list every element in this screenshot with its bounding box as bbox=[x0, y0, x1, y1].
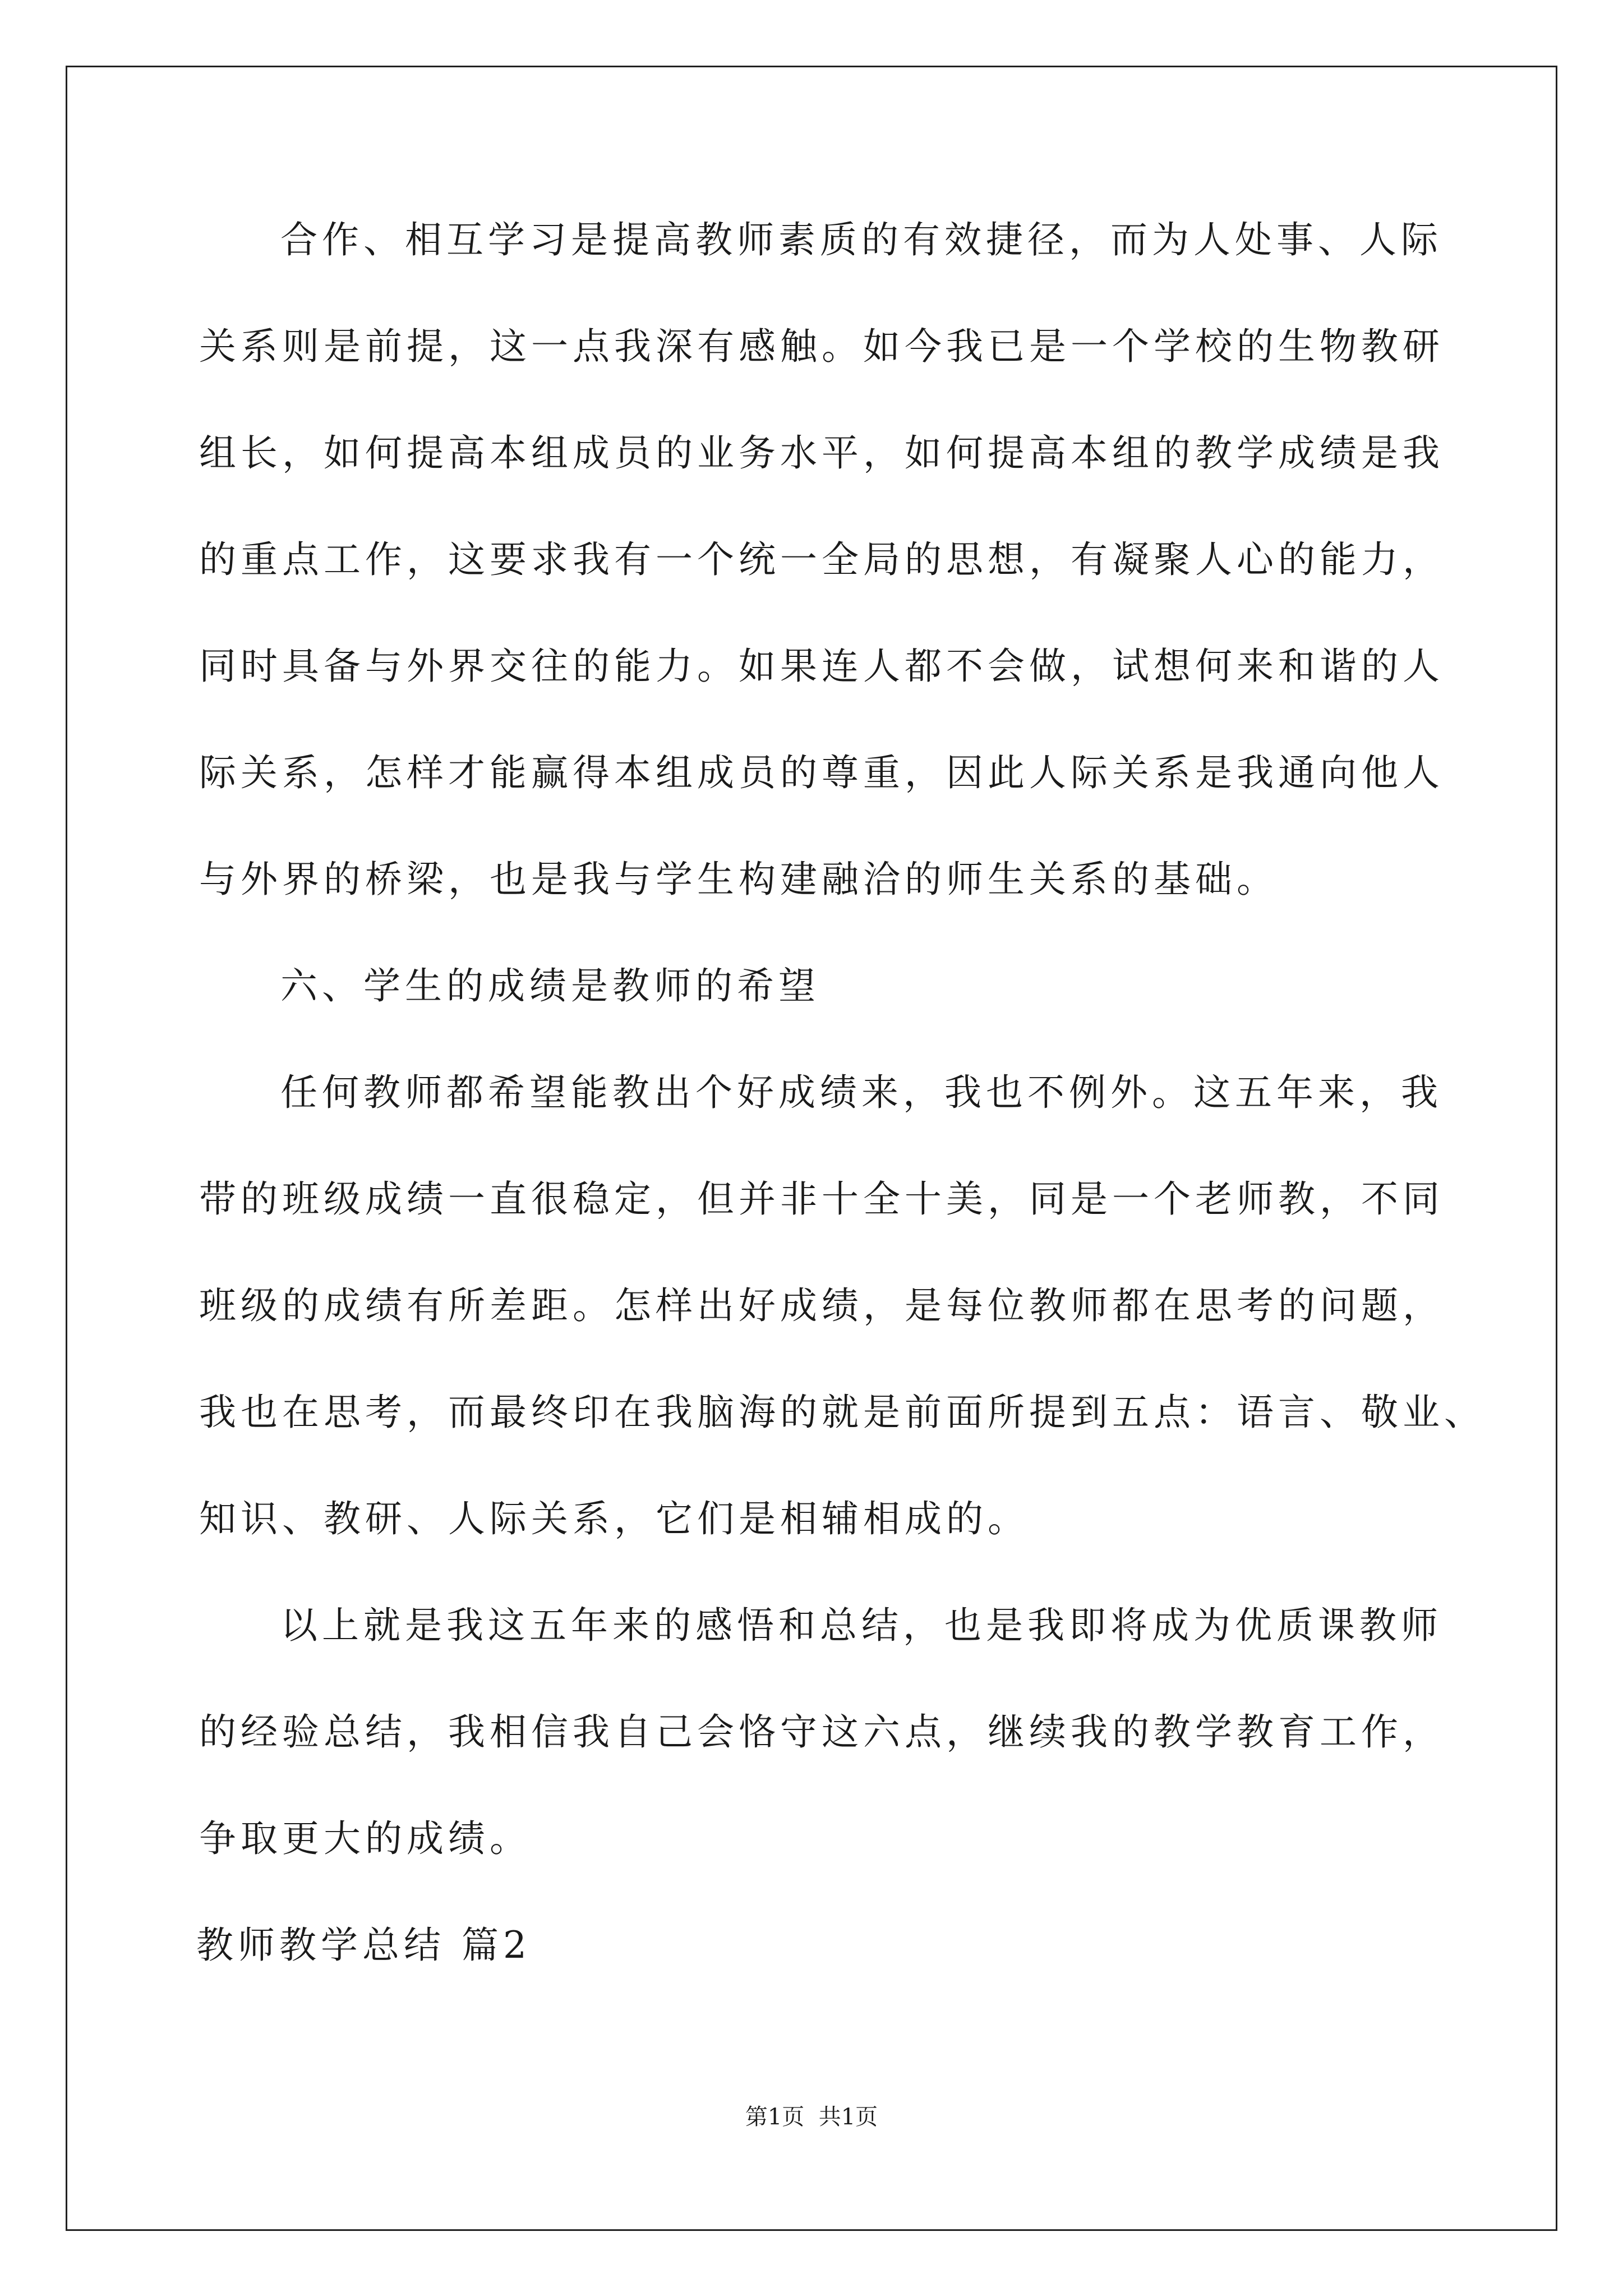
paragraph-line: 际关系，怎样才能赢得本组成员的尊重，因此人际关系是我通向他人 bbox=[199, 751, 1444, 794]
paragraph-line: 班级的成绩有所差距。怎样出好成绩，是每位教师都在思考的问题， bbox=[199, 1284, 1444, 1327]
paragraph-line: 关系则是前提，这一点我深有感触。如今我已是一个学校的生物教研 bbox=[199, 325, 1444, 368]
page-border bbox=[66, 66, 1557, 2231]
paragraph-line: 争取更大的成绩。 bbox=[199, 1817, 531, 1860]
paragraph-line: 任何教师都希望能教出个好成绩来，我也不例外。这五年来，我 bbox=[280, 1071, 1442, 1114]
paragraph-line: 以上就是我这五年来的感悟和总结，也是我即将成为优质课教师 bbox=[280, 1604, 1442, 1647]
paragraph-line: 的经验总结，我相信我自己会恪守这六点，继续我的教学教育工作， bbox=[199, 1710, 1444, 1754]
section-heading: 六、学生的成绩是教师的希望 bbox=[280, 964, 820, 1007]
paragraph-line: 带的班级成绩一直很稳定，但并非十全十美，同是一个老师教，不同 bbox=[199, 1177, 1444, 1221]
paragraph-line: 合作、相互学习是提高教师素质的有效捷径，而为人处事、人际 bbox=[280, 218, 1442, 261]
article-title: 教师教学总结 篇2 bbox=[196, 1924, 531, 1967]
paragraph-line: 与外界的桥梁，也是我与学生构建融洽的师生关系的基础。 bbox=[199, 858, 1278, 901]
paragraph-line: 知识、教研、人际关系，它们是相辅相成的。 bbox=[199, 1497, 1029, 1540]
paragraph-line: 我也在思考，而最终印在我脑海的就是前面所提到五点：语言、敬业、 bbox=[199, 1391, 1486, 1434]
paragraph-line: 的重点工作，这要求我有一个统一全局的思想，有凝聚人心的能力， bbox=[199, 538, 1444, 581]
page-footer: 第1页 共1页 bbox=[745, 2104, 878, 2130]
paragraph-line: 同时具备与外界交往的能力。如果连人都不会做，试想何来和谐的人 bbox=[199, 645, 1444, 688]
paragraph-line: 组长，如何提高本组成员的业务水平，如何提高本组的教学成绩是我 bbox=[199, 431, 1444, 475]
